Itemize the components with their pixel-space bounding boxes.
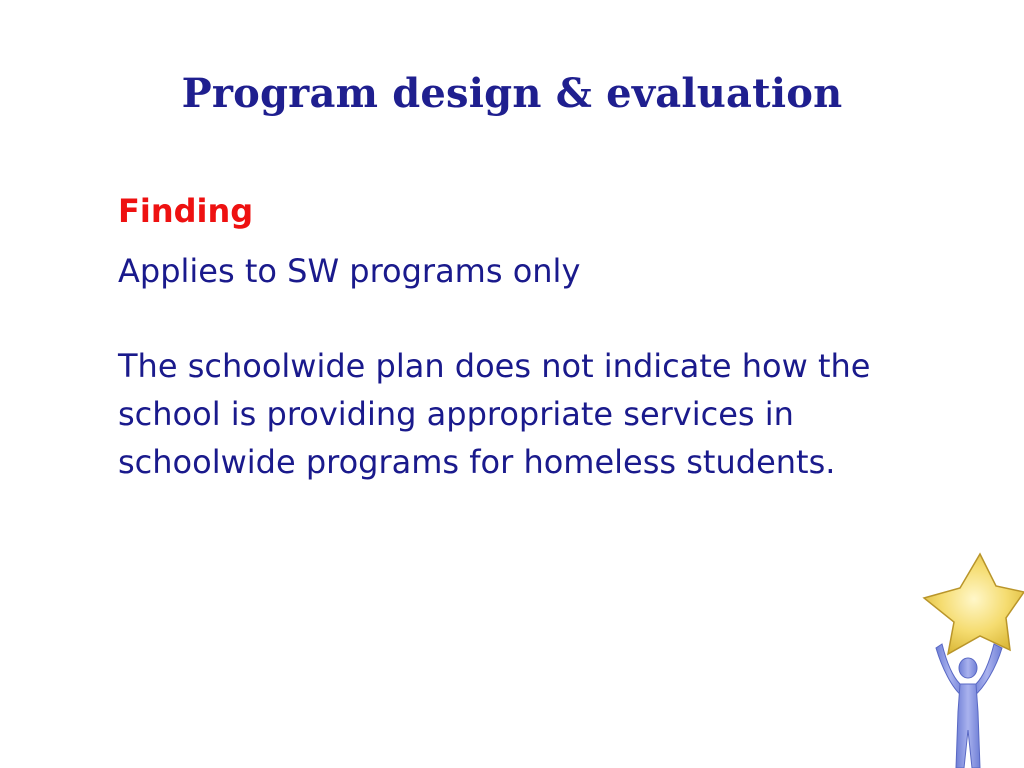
slide-content: [118, 190, 978, 486]
person-holding-star-icon: [918, 552, 1024, 768]
person-body: [956, 684, 980, 768]
applies-text: Applies to SW programs only: [118, 252, 581, 290]
person-head: [959, 658, 977, 678]
star-shape: [924, 554, 1024, 654]
finding-heading: Finding: [118, 192, 254, 230]
slide-title: Program design & evaluation: [181, 70, 843, 117]
finding-body-text: The schoolwide plan does not indicate how the school is providing appropriate services in schoolwide programs for homeless students.: [118, 347, 871, 481]
